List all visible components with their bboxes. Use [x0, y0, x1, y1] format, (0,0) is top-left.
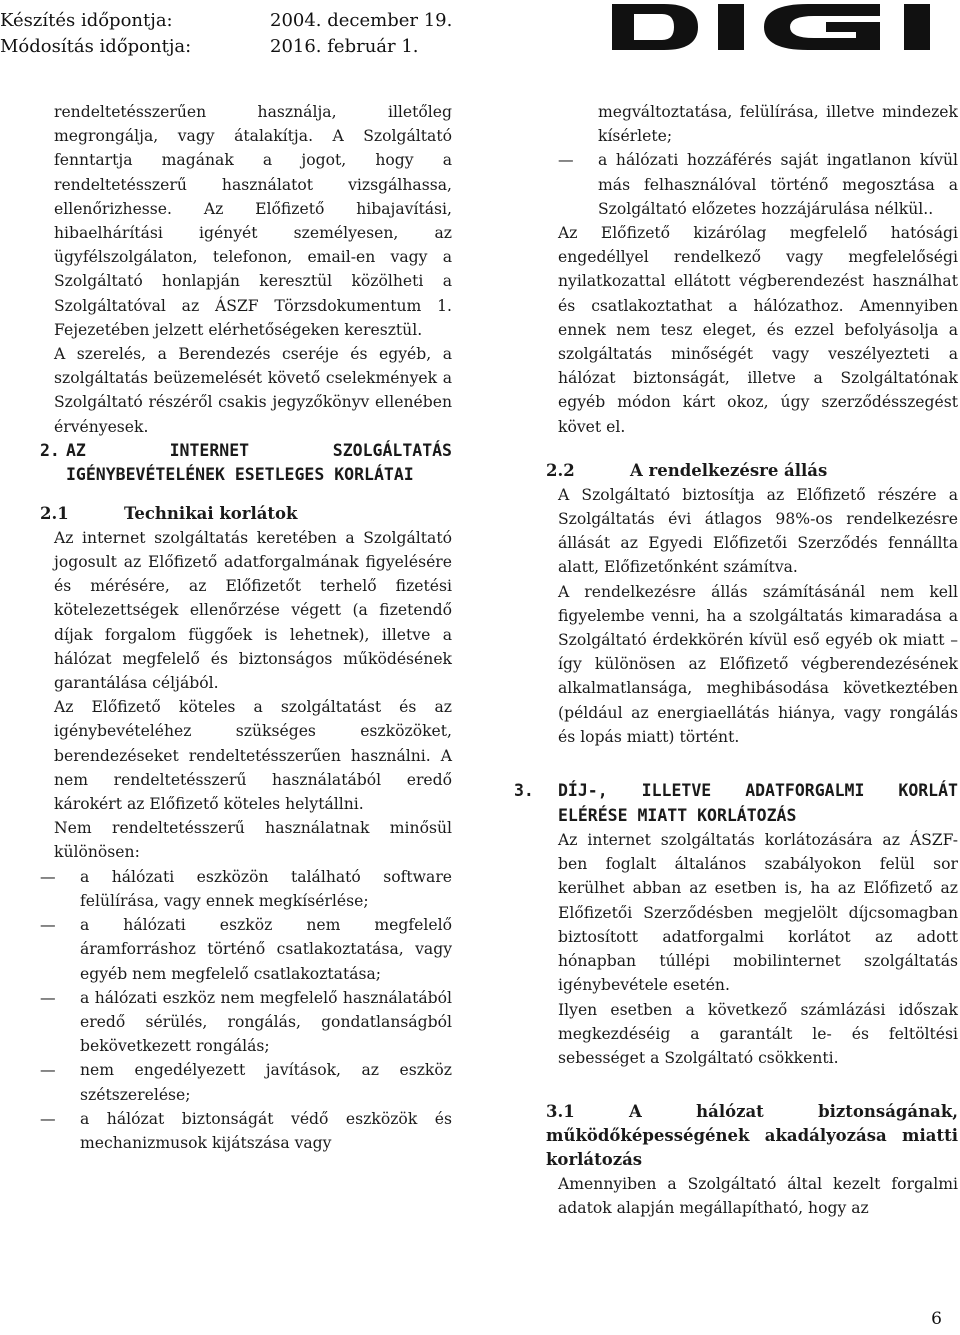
page-number: 6: [931, 1309, 942, 1329]
modified-value: 2016. február 1.: [270, 36, 419, 57]
created-label: Készítés időpontja:: [0, 10, 173, 31]
right-column: [514, 100, 958, 1221]
paragraph: rendeltetésszerűen használja, illetőleg megrongálja, vagy átalakítja. A Szolgáltató fenntartja magának a jogot, hogy a rendeltetésszerű használatot vizsgálhassa, ellenőrizhesse. Az Előfizető hibajavítási, hibaelhárítási igényét személyesen, az ügyfélszolgálaton, telefonon, email-en vagy a Szolgáltató honlapján keresztül közölheti a Szolgáltatóval az ÁSZF Törzsdokumentum 1. Fejezetében jelzett elérhetőségeken keresztül.: [54, 103, 452, 339]
subsection-number: 2.2: [546, 460, 575, 480]
page-header: [0, 0, 960, 70]
section-title: AZ INTERNET SZOLGÁLTATÁS IGÉNYBEVÉTELÉNEK ESETLEGES KORLÁTAI: [66, 440, 452, 485]
list-item: — a hálózat biztonságát védő eszközök és mechanizmusok kijátszása vagy: [40, 1107, 452, 1155]
misuse-list: [40, 865, 452, 1155]
subsection-number: 2.1: [40, 503, 69, 523]
paragraph: Az Előfizető kizárólag megfelelő hatósági engedéllyel rendelkező vagy megfelelőségi nyilatkozattal ellátott végberendezést használhat és csatlakoztathat a hálózathoz. Amennyiben ennek nem tesz eleget, és ezzel befolyásolja a szolgáltatás minőségét vagy veszélyezteti a hálózat biztonságát, illetve a Szolgáltatónak egyéb módon kárt okoz, úgy szerződésszegést követ el.: [558, 224, 958, 436]
paragraph: A rendelkezésre állás számításánál nem kell figyelembe venni, ha a szolgáltatás kimaradása a Szolgáltató érdekkörén kívül eső egyéb ok miatt – így különösen az Előfizető végberendezésének alkalmatlansága, meghibásodása következtében (például az energiaellátás hiánya, vagy rongálás és lopás miatt) történt.: [558, 582, 958, 746]
modified-label: Módosítás időpontja:: [0, 36, 192, 57]
section-number: 2.: [40, 440, 60, 460]
paragraph: Ilyen esetben a következő számlázási időszak megkezdéséig a garantált le- és feltöltési sebességet a Szolgáltató csökkenti.: [558, 1000, 958, 1067]
section-title: DÍJ-, ILLETVE ADATFORGALMI KORLÁT ELÉRÉSE MIATT KORLÁTOZÁS: [558, 781, 958, 825]
section-heading-2: [40, 439, 452, 488]
left-column: [40, 100, 452, 1155]
section-heading-3: [514, 779, 958, 828]
subsection-heading-2-2: [546, 459, 958, 483]
created-value: 2004. december 19.: [270, 10, 453, 31]
paragraph: Az Előfizető köteles a szolgáltatást és az igénybevételéhez szükséges eszközöket, berendezéseket rendeltetésszerűen használni. A nem rendeltetésszerű használatából eredő károkért az Előfizető köteles helytállni.: [54, 698, 452, 814]
subsection-title: A rendelkezésre állás: [630, 460, 828, 480]
list-item: — a hálózati eszközön található software felülírása, vagy ennek megkísérlése;: [40, 865, 452, 913]
paragraph: Az internet szolgáltatás korlátozására az ÁSZF-ben foglalt általános szabályokon felül sor kerülhet abban az esetben is, ha az Előfizető az Előfizetői Szerződésben megjelölt díjcsomagban biztosított adatforgalmi korlátot az adott hónapban túllépi mobilinternet szolgáltatás igénybevétele esetén.: [558, 831, 958, 995]
paragraph: Nem rendeltetésszerű használatnak minősül különösen:: [54, 819, 452, 862]
paragraph: Amennyiben a Szolgáltató által kezelt forgalmi adatok alapján megállapítható, hogy az: [558, 1175, 958, 1218]
list-item: — a hálózati eszköz nem megfelelő áramforráshoz történő csatlakoztatása, vagy egyéb nem megfelelő csatlakoztatása;: [40, 913, 452, 986]
paragraph: A Szolgáltató biztosítja az Előfizető részére a Szolgáltatás évi átlagos 98%-os rendelkezésre állását az Egyedi Előfizetői Szerződés fennállta alatt, Előfizetőnként számítva.: [558, 485, 958, 577]
list-item: — a hálózati eszköz nem megfelelő használatából eredő sérülés, rongálás, gondatlanságból bekövetkezett rongálás;: [40, 986, 452, 1059]
list-item: — nem engedélyezett javítások, az eszköz szétszerelése;: [40, 1058, 452, 1106]
digi-logo: [612, 4, 946, 50]
list-item: — a hálózati hozzáférés saját ingatlanon kívül más felhasználóval történő megosztása a Szolgáltató előzetes hozzájárulása nélkül..: [558, 148, 958, 221]
paragraph: megváltoztatása, felülírása, illetve mindezek kísérlete;: [598, 103, 958, 146]
paragraph: Az internet szolgáltatás keretében a Szolgáltató jogosult az Előfizető adatforgalmának figyelésére és mérésére, az Előfizetőt terhelő fizetési kötelezettségek ellenőrzése végett (a fizetendő díjak forgalom függőek is lehetnek), illetve a hálózat megfelelő és biztonságos működésének garantálása céljából.: [54, 528, 452, 693]
subsection-heading-2-1: [40, 502, 452, 526]
paragraph: A szerelés, a Berendezés cseréje és egyéb, a szolgáltatás beüzemelését követő cselekmények a Szolgáltató részéről csakis jegyzőkönyv ellenében érvényesek.: [54, 345, 452, 436]
subsection-heading-3-1: 3.1 A hálózat biztonságának, működőképességének akadályozása miatti korlátozás: [546, 1102, 958, 1170]
subsection-title: Technikai korlátok: [124, 503, 298, 523]
section-number: 3.: [514, 781, 534, 801]
